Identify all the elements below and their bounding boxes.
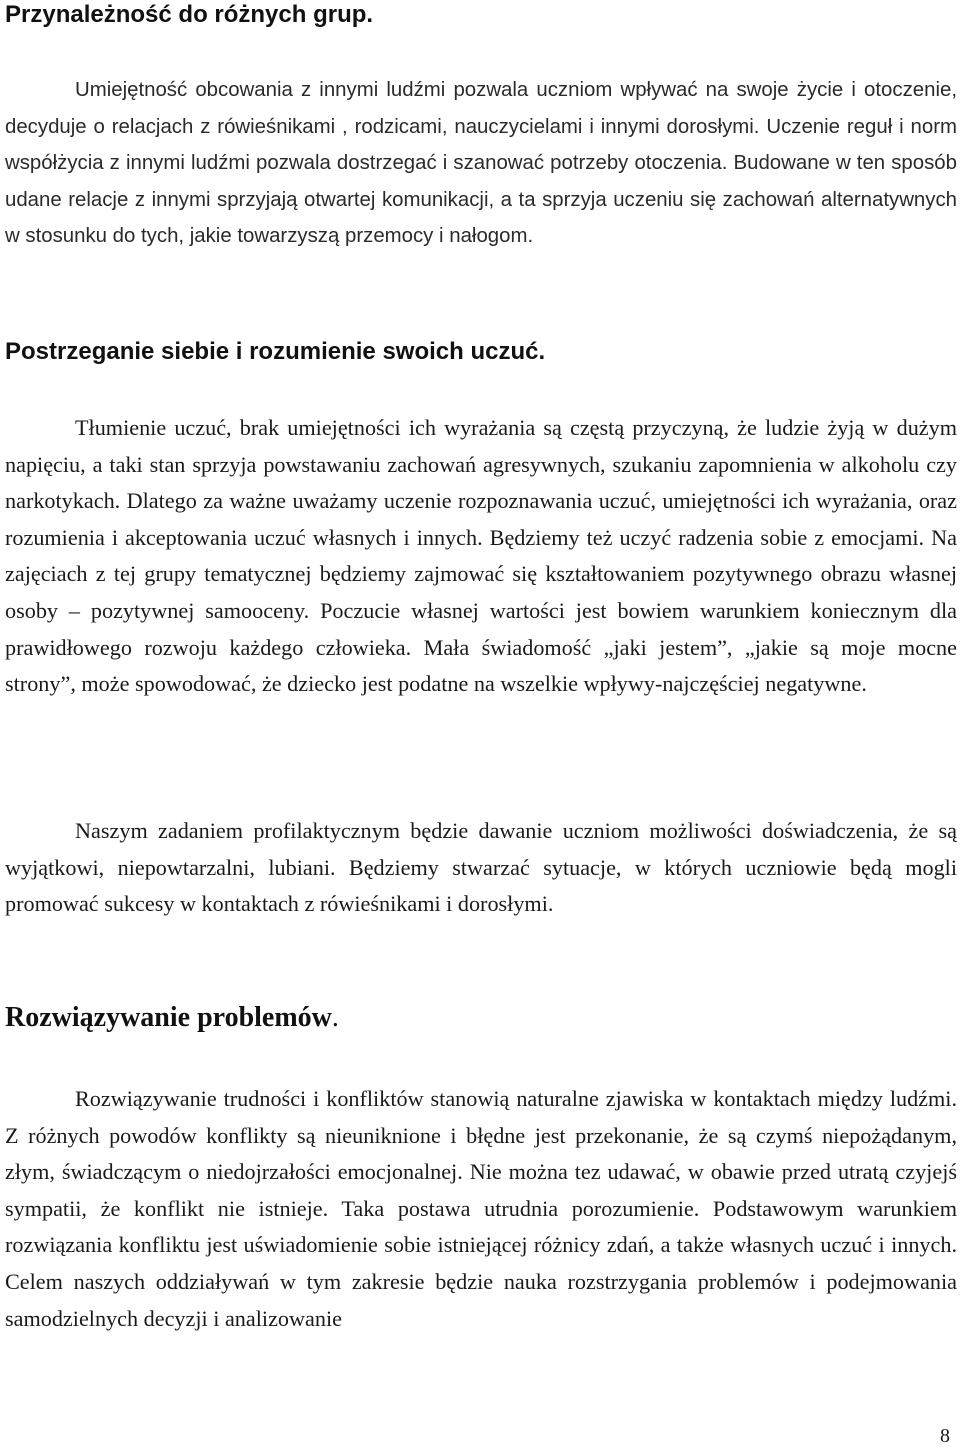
section-heading-problems-dot: .	[331, 1002, 339, 1033]
paragraph-groups: Umiejętność obcowania z innymi ludźmi pozwala uczniom wpływać na swoje życie i otoczenie, decyduje o relacjach z rówieśnikami , rodzicami, nauczycielami i innymi dorosłymi. Uczenie reguł i norm współżycia z innymi ludźmi pozwala dostrzegać i szanować potrzeby otoczenia. Budowane w ten sposób udane relacje z innymi sprzyjają otwartej komunikacji, a ta sprzyja uczeniu się zachowań alternatywnych w stosunku do tych, jakie towarzyszą przemocy i nałogom.	[5, 79, 957, 247]
paragraph-feelings-2: Naszym zadaniem profilaktycznym będzie dawanie uczniom możliwości doświadczenia, że są wyjątkowi, niepowtarzalni, lubiani. Będziemy stwarzać sytuacje, w których uczniowie będą mogli promować sukcesy w kontaktach z rówieśnikami i dorosłymi.	[5, 818, 957, 917]
section-heading-groups: Przynależność do różnych grup.	[5, 1, 374, 28]
section-heading-feelings: Postrzeganie siebie i rozumienie swoich uczuć.	[5, 338, 546, 365]
paragraph-feelings-1: Tłumienie uczuć, brak umiejętności ich wyrażania są częstą przyczyną, że ludzie żyją w dużym napięciu, a taki stan sprzyja powstawaniu zachowań agresywnych, szukaniu zapomnienia w alkoholu czy narkotykach. Dlatego za ważne uważamy uczenie rozpoznawania uczuć, umiejętności ich wyrażania, oraz rozumienia i akceptowania uczuć własnych i innych. Będziemy też uczyć radzenia sobie z emocjami. Na zajęciach z tej grupy tematycznej będziemy zajmować się kształtowaniem pozytywnego obrazu własnej osoby – pozytywnej samooceny. Poczucie własnej wartości jest bowiem warunkiem koniecznym dla prawidłowego rozwoju każdego człowieka. Mała świadomość „jaki jestem”, „jakie są moje mocne strony”, może spowodować, że dziecko jest podatne na wszelkie wpływy-najczęściej negatywne.	[5, 415, 957, 697]
page-number: 8	[940, 1425, 950, 1447]
paragraph-problems: Rozwiązywanie trudności i konfliktów stanowią naturalne zjawiska w kontaktach między ludźmi. Z różnych powodów konflikty są nieuniknione i błędne jest przekonanie, że są czymś niepożądanym, złym, świadczącym o niedojrzałości emocjonalnej. Nie można tez udawać, w obawie przed utratą czyjejś sympatii, że konflikt nie istnieje. Taka postawa utrudnia porozumienie. Podstawowym warunkiem rozwiązania konfliktu jest uświadomienie sobie istniejącej różnicy zdań, a także własnych uczuć i innych. Celem naszych oddziaływań w tym zakresie będzie nauka rozstrzygania problemów i podejmowania samodzielnych decyzji i analizowanie	[5, 1086, 957, 1331]
section-heading-problems	[5, 1001, 957, 1035]
section-heading-problems-text: Rozwiązywanie problemów	[5, 1002, 332, 1033]
